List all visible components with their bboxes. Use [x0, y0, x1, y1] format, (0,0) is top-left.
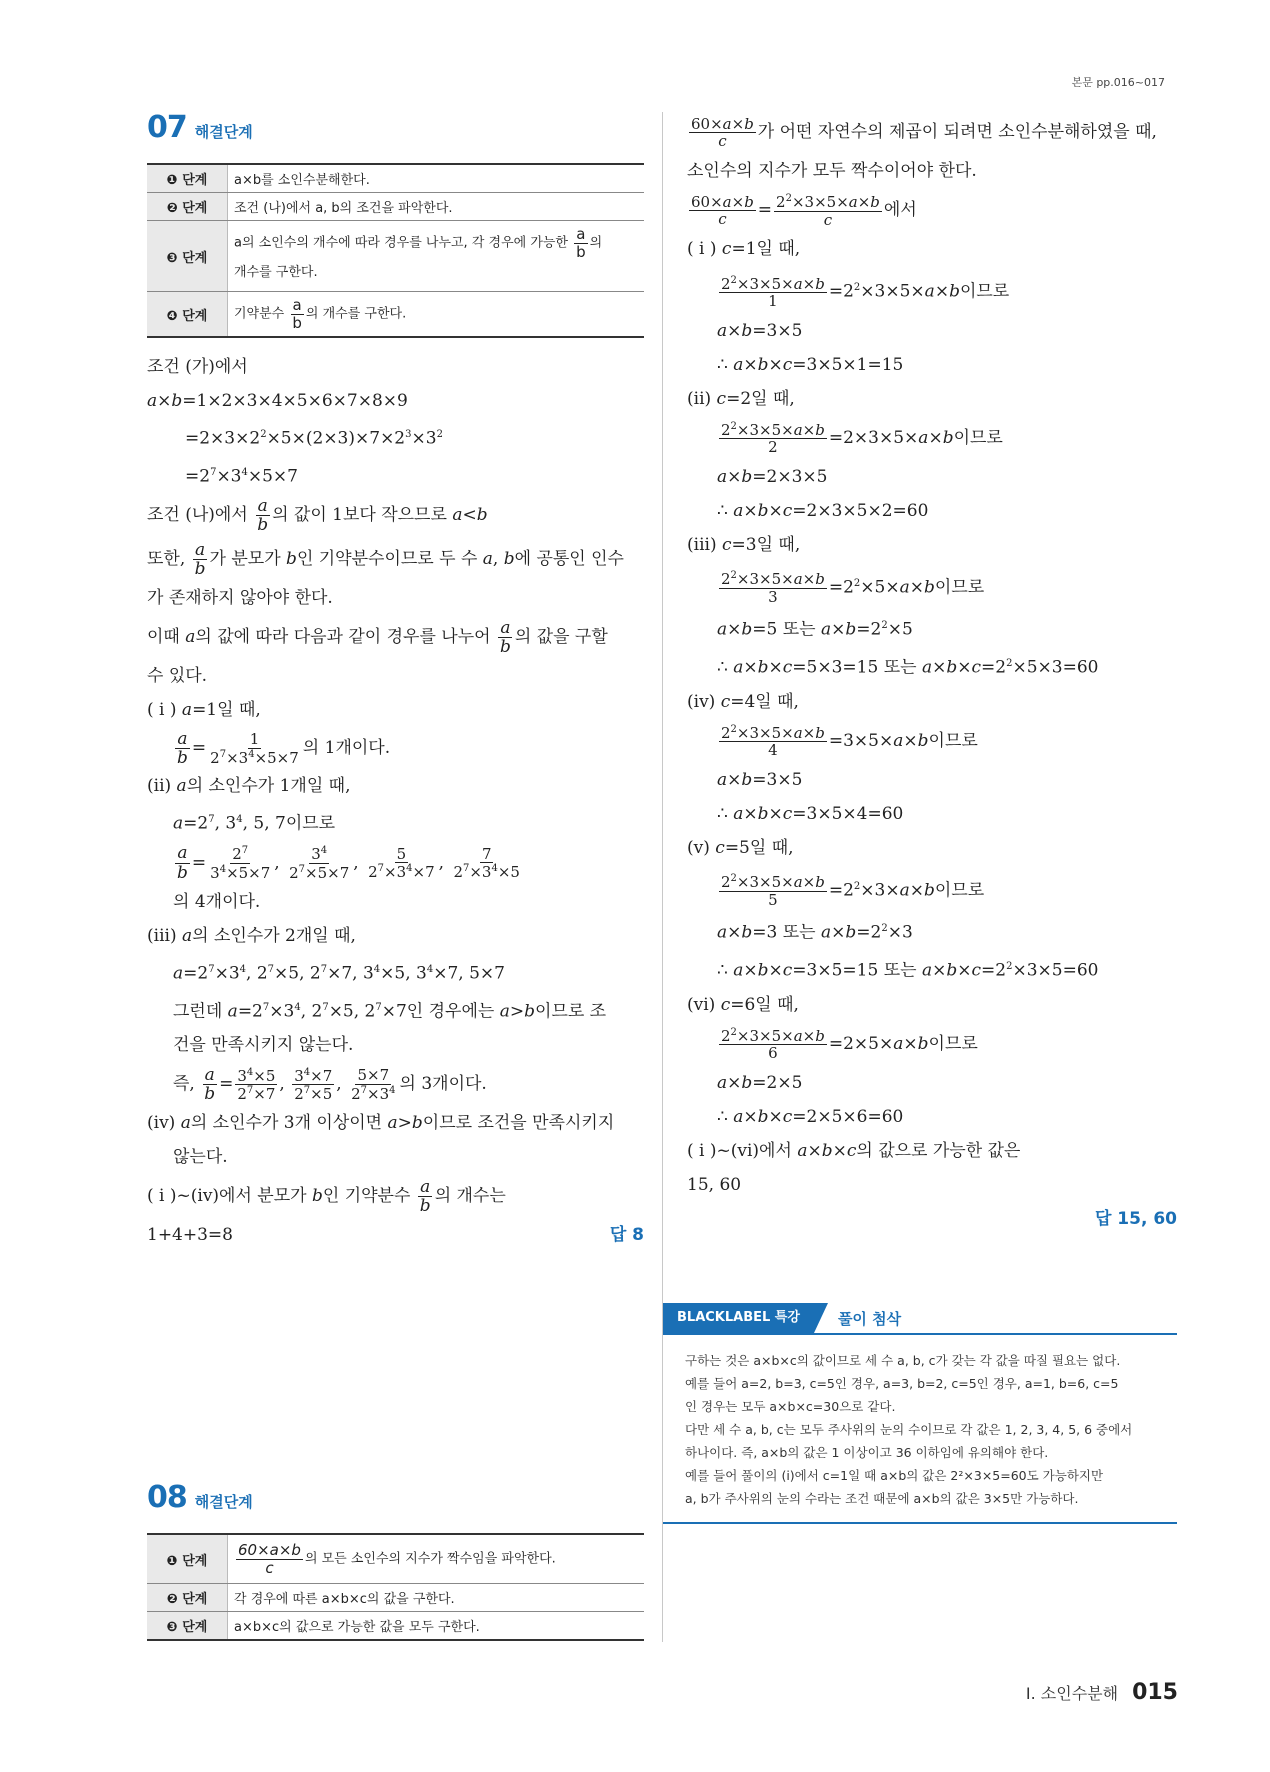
step-label: ❸ 단계 [147, 1612, 228, 1641]
solution-line: a×b=3×5 [717, 320, 803, 341]
solution-line: 또한, $\frac{a}{b}$ 가 분모가 b인 기약분수이므로 두 수 a, b에 공통인 인수 [147, 539, 624, 580]
blacklabel-line: 예를 들어 a=2, b=3, c=5인 경우, a=3, b=2, c=5인 경우, a=1, b=6, c=5 [685, 1376, 1119, 1391]
solution-line: $\frac{2^2\times 3\times 5\times a\times b}{3}$ $=2^2\times 5\times a\times b$이므로 [721, 570, 985, 606]
solution-line: a×b=2×5 [717, 1072, 803, 1093]
fraction: $\frac{1}{2^7\times 3^4\times 5\times 7}$ [210, 730, 299, 767]
fraction: $\frac{2^2\times 3\times 5\times a\times b}{3}$ [721, 570, 825, 606]
fraction: $\frac{5}{2^7\times 3^4\times 7}$ [368, 844, 435, 882]
solution-line: 15, 60 [687, 1174, 742, 1195]
fraction-denominator: c [265, 1558, 274, 1577]
table-row [147, 193, 644, 221]
step-text [228, 292, 645, 338]
fraction: $\frac{3^4}{2^7\times 5\times 7}$ [289, 845, 350, 882]
step-label: ❶ 단계 [147, 164, 228, 193]
solution-line: 의 4개이다. [173, 891, 261, 912]
solution-line: $=2\times 3\times 2^2\times 5\times(2\times 3)\times 7\times 2^3\times 3^2$ [185, 428, 443, 449]
step-label: ❶ 단계 [147, 1534, 228, 1584]
q07-heading [147, 110, 644, 145]
solution-line: 수 있다. [147, 666, 208, 687]
chapter-label: Ⅰ. 소인수분해 [1025, 1684, 1119, 1703]
solution-line [687, 1202, 1177, 1236]
step-text-part: 개수를 구한다. [234, 265, 318, 280]
solution-line: (v) c=5일 때, [687, 837, 794, 858]
solution-line: a×b=2×3×5 [717, 466, 828, 487]
fraction: $\frac{2^2\times 3\times 5\times a\times b}{1}$ [721, 274, 825, 311]
solution-line: (iii) c=3일 때, [687, 534, 801, 555]
solution-line: $\frac{a}{b}$ = $\frac{2^7}{3^4\times 5\times 7}$ , $\frac{3^4}{2^7\times 5\times 7}$ , $\frac{5}{2^7\times 3^4\times 7}$ , $\frac{7}{2^7\times 3^4\times 5}$ [177, 843, 520, 883]
fraction: $\frac{3^4\times 5}{2^7\times 7}$ [237, 1066, 276, 1104]
q07-answer: 답 8 [609, 1225, 644, 1246]
blacklabel-line: 다만 세 수 a, b, c는 모두 주사위의 눈의 수이므로 각 값은 1, 2, 3, 4, 5, 6 중에서 [685, 1422, 1133, 1437]
solution-line: $\frac{2^2\times 3\times 5\times a\times b}{2}$ =2×3×5×a×b이므로 [721, 420, 1003, 457]
fraction-numerator: a [576, 225, 586, 243]
solution-line: ( i )~(vi)에서 a×b×c의 값으로 가능한 값은 [687, 1140, 1021, 1161]
solution-line: $a=2^7\times 3^4$, $2^7\times 5$, $2^7\times 7$, $3^4\times 5$, $3^4\times 7$, 5×7 [173, 963, 505, 984]
solution-line: (ii) a의 소인수가 1개일 때, [147, 776, 351, 797]
fraction: $\frac{a}{b}$ [177, 843, 188, 883]
q07-solution [147, 350, 644, 1252]
solution-line: (iv) c=4일 때, [687, 691, 799, 712]
step-label: ❸ 단계 [147, 221, 228, 292]
solution-line: $\frac{2^2\times 3\times 5\times a\times b}{6}$ =2×5×a×b이므로 [721, 1026, 978, 1063]
solution-line: 이때 a의 값에 따라 다음과 같이 경우를 나누어 $\frac{a}{b}$ 의 값을 구할 [147, 617, 608, 658]
solution-line: 조건 (가)에서 [147, 357, 248, 377]
q08-steps-table [147, 1533, 644, 1641]
page-reference: 본문 pp.016~017 [1071, 76, 1165, 89]
solution-line: ∴ a×b×c=3×5×4=60 [717, 803, 904, 824]
solution-line: (iv) a의 소인수가 3개 이상이면 a>b이므로 조건을 만족시키지 [147, 1113, 615, 1134]
fraction: $\frac{a}{b}$ [419, 1176, 431, 1217]
blacklabel-tag-edge [814, 1303, 828, 1333]
fraction: $\frac{a}{b}$ [257, 495, 269, 536]
q08-block [147, 1480, 644, 1641]
step-text: a×b를 소인수분해한다. [228, 164, 645, 193]
solution-line: ∴ a×b×c=5×3=15 또는 $a\times b\times c=2^2\times 5\times 3=60$ [717, 657, 1099, 678]
solution-line: $a=2^7$, $3^4$, 5, 7이므로 [173, 813, 336, 834]
table-row [147, 1534, 644, 1584]
fraction: $\frac{2^2\times 3\times 5\times a\times b}{5}$ [721, 873, 825, 909]
blacklabel-header [663, 1303, 1177, 1335]
solution-line: $\frac{2^2\times 3\times 5\times a\times b}{5}$ $=2^2\times 3\times a\times b$이므로 [721, 873, 985, 909]
fraction-denominator: b [576, 242, 586, 261]
fraction: $\frac{2^7}{3^4\times 5\times 7}$ [210, 845, 271, 882]
step-text: a×b×c의 값으로 가능한 값을 모두 구한다. [228, 1612, 645, 1641]
solution-line: ∴ a×b×c=3×5=15 또는 $a\times b\times c=2^2\times 3\times 5=60$ [717, 960, 1099, 981]
table-row [147, 221, 644, 292]
q08-subtitle: 해결단계 [194, 1493, 253, 1511]
blacklabel-title: 풀이 첨삭 [837, 1309, 902, 1328]
fraction: $\frac{60\times a\times b}{c}$ [691, 192, 754, 228]
blacklabel-line: 구하는 것은 a×b×c의 값이므로 세 수 a, b, c가 갖는 각 값을 따질 필요는 없다. [685, 1353, 1121, 1368]
fraction: $\frac{a}{b}$ [204, 1064, 216, 1105]
blacklabel-box [663, 1303, 1177, 1524]
step-label: ❹ 단계 [147, 292, 228, 338]
step-text-part: 의 개수를 구한다. [305, 306, 407, 322]
step-label: ❷ 단계 [147, 1584, 228, 1612]
q08-answer: 답 15, 60 [1094, 1208, 1177, 1229]
fraction-denominator: b [292, 313, 302, 332]
solution-line: 1+4+3=8 답 8 [147, 1218, 644, 1252]
step-text [228, 1534, 645, 1584]
table-row [147, 1612, 644, 1641]
q07-number: 07 [147, 110, 187, 145]
q07-subtitle: 해결단계 [194, 123, 253, 141]
solution-line: 건을 만족시키지 않는다. [173, 1035, 354, 1056]
solution-line: 않는다. [173, 1147, 228, 1168]
blacklabel-line: 인 경우는 모두 a×b×c=30으로 같다. [685, 1399, 896, 1414]
solution-line: $\frac{a}{b}$ = $\frac{1}{2^7\times 3^4\times 5\times 7}$ 의 1개이다. [177, 728, 391, 769]
step-text: 각 경우에 따른 a×b×c의 값을 구한다. [228, 1584, 645, 1612]
solution-line: 즉, $\frac{a}{b}$ = $\frac{3^4\times 5}{2^7\times 7}$ , $\frac{3^4\times 7}{2^7\times 5}$ , $\frac{5\times 7}{2^7\times 3^4}$ 의 3개이다. [173, 1064, 487, 1105]
fraction: $\frac{60\times a\times b}{c}$ [691, 114, 754, 150]
blacklabel-line: 예를 들어 풀이의 (i)에서 c=1일 때 a×b의 값은 2²×3×5=60도 가능하지만 [685, 1468, 1104, 1483]
table-row [147, 164, 644, 193]
page-number: 015 [1132, 1680, 1178, 1705]
fraction: $\frac{2^2\times 3\times 5\times a\times b}{4}$ [721, 723, 825, 760]
blacklabel-body [663, 1335, 1177, 1524]
solution-line: 그런데 $a=2^7\times 3^4$, $2^7\times 5$, $2^7\times 7$인 경우에는 a>b이므로 조 [173, 1001, 607, 1022]
q08-heading [147, 1480, 644, 1515]
blacklabel-line: 하나이다. 즉, a×b의 값은 1 이상이고 36 이하임에 유의해야 한다. [685, 1445, 1049, 1460]
fraction [236, 1542, 303, 1576]
solution-line: a×b=1×2×3×4×5×6×7×8×9 [147, 391, 408, 411]
step-text [228, 221, 645, 292]
solution-line: $=2^7\times 3^4\times 5\times 7$ [185, 466, 298, 487]
solution-line: 소인수의 지수가 모두 짝수이어야 한다. [687, 161, 977, 181]
solution-line: a×b=3×5 [717, 769, 803, 790]
solution-line: (ii) c=2일 때, [687, 388, 795, 409]
blacklabel-tag: BLACKLABEL 특강 [663, 1303, 814, 1333]
q08-number: 08 [147, 1480, 187, 1515]
solution-line: $\frac{2^2\times 3\times 5\times a\times b}{4}$ =3×5×a×b이므로 [721, 723, 978, 760]
left-column [147, 110, 644, 1252]
solution-line: (vi) c=6일 때, [687, 994, 799, 1015]
step-text-part: 의 [589, 235, 603, 251]
fraction: $\frac{5\times 7}{2^7\times 3^4}$ [351, 1066, 396, 1103]
fraction: $\frac{a}{b}$ [194, 539, 206, 580]
fraction: $\frac{2^2\times 3\times 5\times a\times b}{2}$ [721, 420, 825, 457]
step-text-part: 기약분수 [234, 306, 285, 322]
fraction [574, 226, 588, 260]
step-text: 조건 (나)에서 a, b의 조건을 파악한다. [228, 193, 645, 221]
solution-line: ∴ a×b×c=2×5×6=60 [717, 1106, 904, 1127]
q07-steps-table [147, 163, 644, 338]
solution-line: a×b=3 또는 $a\times b=2^2\times 3$ [717, 922, 913, 943]
fraction: $\frac{7}{2^7\times 3^4\times 5}$ [453, 844, 520, 882]
fraction-numerator: a [292, 296, 302, 314]
table-row [147, 1584, 644, 1612]
fraction [290, 297, 304, 331]
fraction-numerator: 60×a×b [238, 1541, 301, 1559]
solution-line: ( i ) c=1일 때, [687, 239, 801, 259]
solution-line: ( i )~(iv)에서 분모가 b인 기약분수 $\frac{a}{b}$ 의 개수는 [147, 1176, 506, 1217]
solution-line: $\frac{2^2\times 3\times 5\times a\times b}{1}$ $=2^2\times 3\times 5\times a\times b$이므로 [721, 274, 1010, 311]
right-column [687, 110, 1177, 1236]
solution-line: a×b=5 또는 $a\times b=2^2\times 5$ [717, 619, 913, 640]
fraction: $\frac{3^4\times 7}{2^7\times 5}$ [294, 1066, 333, 1104]
solution-line: $\frac{60\times a\times b}{c}$ 가 어떤 자연수의 제곱이 되려면 소인수분해하였을 때, [691, 114, 1157, 150]
solution-line: 조건 (나)에서 $\frac{a}{b}$ 의 값이 1보다 작으므로 a<b [147, 495, 488, 536]
table-row [147, 292, 644, 338]
step-text-part: 의 모든 소인수의 지수가 짝수임을 파악한다. [304, 1551, 556, 1567]
page-footer [1026, 1680, 1178, 1705]
solution-line: ∴ a×b×c=3×5×1=15 [717, 354, 904, 375]
solution-line: ∴ a×b×c=2×3×5×2=60 [717, 500, 929, 521]
solution-line: (iii) a의 소인수가 2개일 때, [147, 925, 356, 946]
fraction: $\frac{a}{b}$ [499, 617, 511, 658]
solution-line: ( i ) a=1일 때, [147, 700, 261, 721]
solution-line: 가 존재하지 않아야 한다. [147, 588, 333, 609]
step-text-part: a의 소인수의 개수에 따라 경우를 나누고, 각 경우에 가능한 [234, 235, 568, 251]
blacklabel-line: a, b가 주사위의 눈의 수라는 조건 때문에 a×b의 값은 3×5만 가능하다. [685, 1491, 1079, 1506]
fraction: $\frac{2^2\times 3\times 5\times a\times b}{c}$ [776, 193, 880, 229]
solution-line: $\frac{60\times a\times b}{c}$ = $\frac{2^2\times 3\times 5\times a\times b}{c}$ 에서 [691, 192, 917, 229]
fraction: $\frac{2^2\times 3\times 5\times a\times b}{6}$ [721, 1026, 825, 1063]
step-label: ❷ 단계 [147, 193, 228, 221]
fraction: $\frac{a}{b}$ [177, 728, 188, 769]
